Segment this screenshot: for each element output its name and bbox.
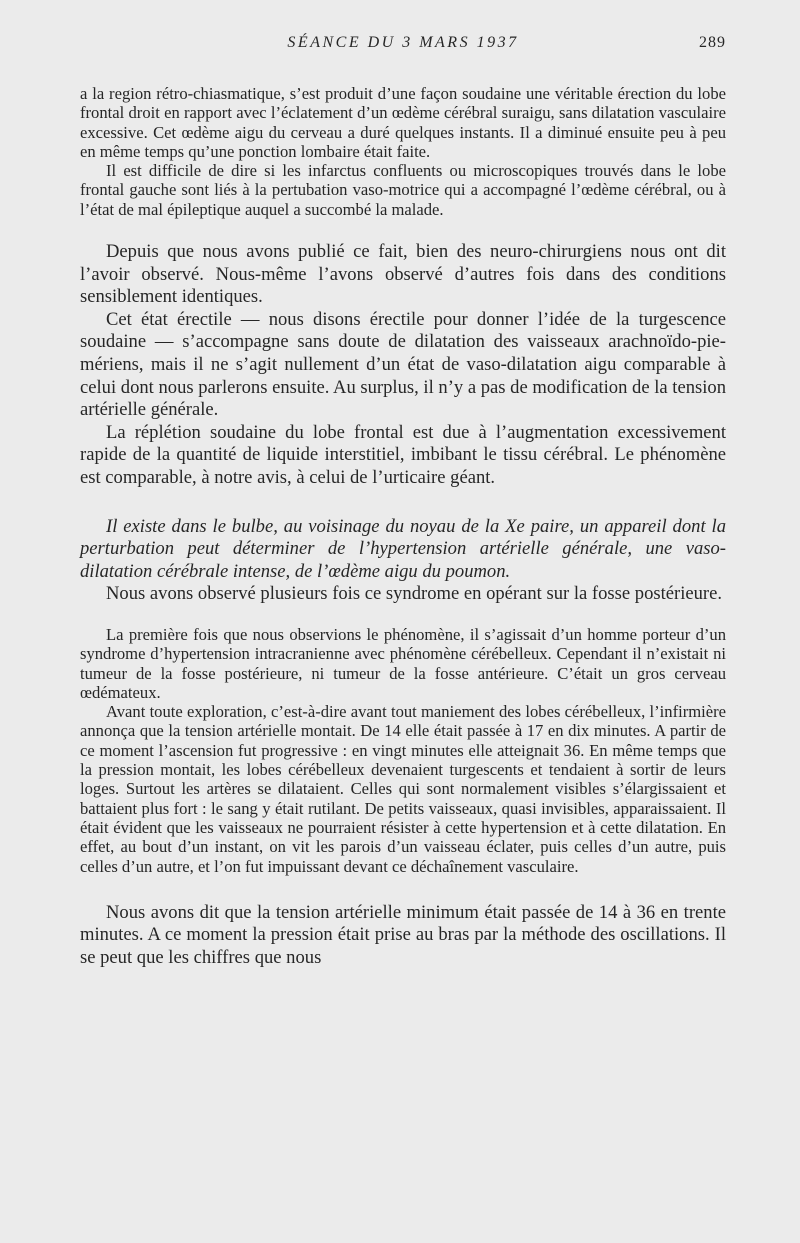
- paragraph: Nous avons observé plusieurs fois ce syndrome en opérant sur la fosse postérieure.: [106, 583, 723, 605]
- page-body: [80, 84, 726, 970]
- paragraph: Il est difficile de dire si les infarctus confluents ou microscopiques trouvés dans le lobe frontal gauche sont liés à la pertubation vaso-motrice qui a accompagné l’œdème cérébral, ou à l’état de mal épileptique auquel a succombé la malade.: [80, 161, 726, 219]
- page-number: 289: [699, 34, 726, 51]
- italic-thesis-paragraph: Il existe dans le bulbe, au voisinage du noyau de la Xe paire, un appareil dont la perturbation peut déterminer de l’hypertension artérielle générale, une vaso-dilatation cérébrale intense, de l’œdème aigu du poumon.: [80, 515, 726, 582]
- paragraph: Depuis que nous avons publié ce fait, bien des neuro-chirurgiens nous ont dit l’avoir observé. Nous-même l’avons observé d’autres fois dans des conditions sensiblement identiques.: [80, 241, 726, 308]
- page-header: [80, 34, 726, 56]
- paragraph: Nous avons dit que la tension artérielle minimum était passée de 14 à 36 en trente minutes. A ce moment la pression était prise au bras par la méthode des oscillations. Il se peut que les chiffres que nous: [80, 901, 726, 969]
- paragraph: La première fois que nous observions le phénomène, il s’agissait d’un homme porteur d’un syndrome d’hypertension intracranienne avec phénomène cérébelleux. Cependant il n’existait ni tumeur de la fosse postérieure, ni tumeur de la fosse antérieure. C’était un gros cerveau œdémateux.: [80, 624, 726, 702]
- paragraph: Cet état érectile — nous disons érectile pour donner l’idée de la turgescence soudaine — s’accompagne sans doute de dilatation des vaisseaux arachnoïdo-pie-mériens, mais il ne s’agit nullement d’un état de vaso-dilatation aigu comparable à celui dont nous parlerons ensuite. Au surplus, il n’y a pas de modification de la tension artérielle générale.: [80, 308, 727, 421]
- paragraph-continuation: a la region rétro-chiasmatique, s’est produit d’une façon soudaine une véritable érection du lobe frontal droit en rapport avec l’éclatement d’un œdème cérébral suraigu, sans dilatation vasculaire excessive. Cet œdème aigu du cerveau a duré quelques instants. Il a diminué ensuite peu à peu en même temps qu’une ponction lombaire était faite.: [80, 84, 726, 161]
- paragraph: Avant toute exploration, c’est-à-dire avant tout maniement des lobes cérébelleux, l’infirmière annonça que la tension artérielle montait. De 14 elle était passée à 17 en dix minutes. A partir de ce moment l’ascension fut progressive : en vingt minutes elle atteignait 36. En même temps que la pression montait, les lobes cérébelleux devenaient turgescents et tendaient à sortir de leurs loges. Surtout les artères se dilataient. Celles qui sont normalement visibles s’élargissaient et battaient plus fort : le sang y était rutilant. De petits vaisseaux, quasi invisibles, apparaissaient. Il était évident que les vaisseaux ne pourraient résister à cette hypertension et à cette dilatation. En effet, au bout d’un instant, on vit les parois d’un vaisseau éclater, puis celles d’un autre, puis celles d’un autre, et l’on fut impuissant devant ce déchaînement vasculaire.: [80, 702, 726, 876]
- paragraph: La réplétion soudaine du lobe frontal est due à l’augmentation excessivement rapide de la quantité de liquide interstitiel, imbibant le tissu cérébral. Le phénomène est comparable, à notre avis, à celui de l’urticaire géant.: [80, 421, 726, 489]
- running-title: SÉANCE DU 3 MARS 1937: [287, 34, 519, 51]
